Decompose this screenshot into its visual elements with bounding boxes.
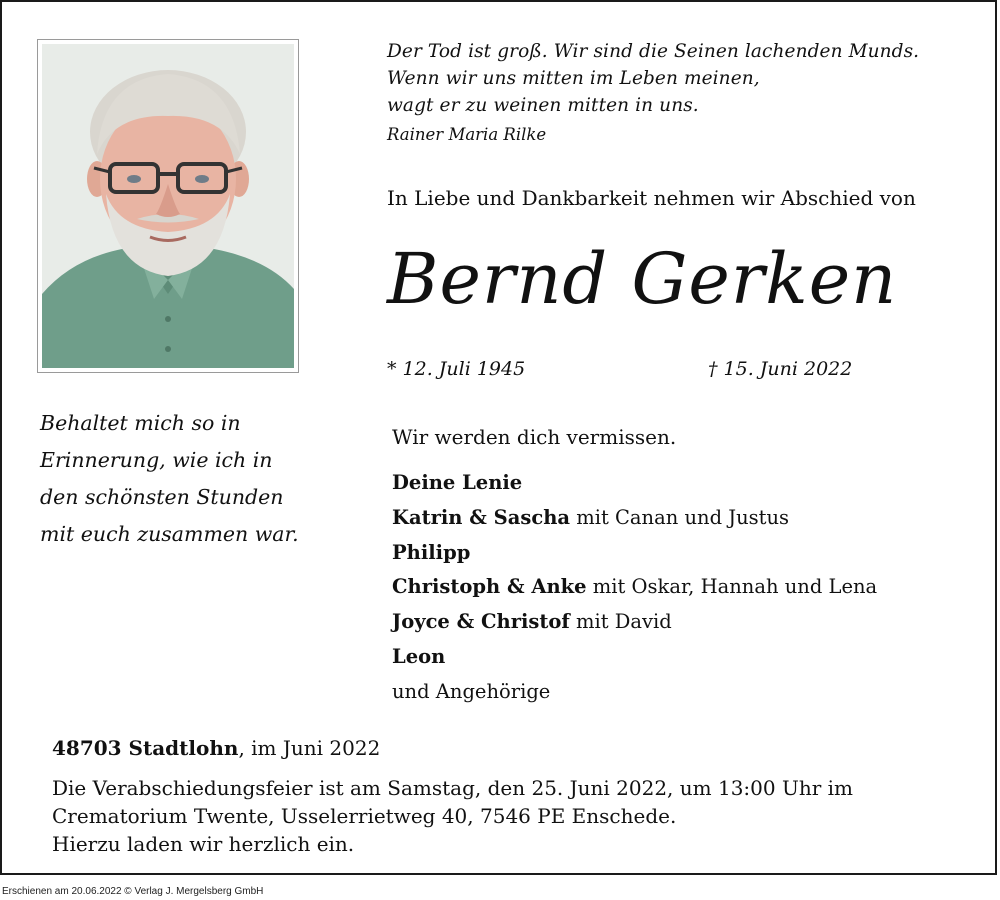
notice-date: , im Juni 2022 (238, 736, 381, 760)
portrait-image (42, 44, 294, 368)
mourner-companions: mit David (569, 610, 672, 634)
rilke-quote (387, 38, 987, 119)
mourner-name: Katrin & Sascha (392, 505, 571, 529)
mourner-name: Leon (392, 644, 446, 668)
mourner-companions: mit Oskar, Hannah und Lena (586, 575, 878, 599)
birth-date: * 12. Juli 1945 (387, 358, 526, 380)
portrait-photo (37, 39, 299, 373)
mourner-row (392, 640, 877, 675)
mourner-row (392, 466, 877, 501)
mourner-name: Philipp (392, 540, 471, 564)
mourner-relatives: und Angehörige (392, 679, 551, 703)
mourner-row (392, 675, 877, 710)
remembrance-line: den schönsten Stunden (40, 485, 284, 509)
ceremony-info (52, 774, 972, 858)
mourner-name: Joyce & Christof (392, 610, 570, 634)
remembrance-line: Behaltet mich so in (40, 411, 241, 435)
mourners-list (392, 466, 877, 710)
mourner-companions: mit Canan und Justus (570, 505, 790, 529)
remembrance-line: mit euch zusammen war. (40, 522, 299, 546)
publication-footer: Erschienen am 20.06.2022 © Verlag J. Mergelsberg GmbH (2, 886, 264, 897)
miss-you-text: Wir werden dich vermissen. (392, 425, 677, 449)
ceremony-line: Hierzu laden wir herzlich ein. (52, 832, 355, 856)
remembrance-line: Erinnerung, wie ich in (40, 448, 273, 472)
mourner-name: Deine Lenie (392, 471, 523, 494)
mourner-row (392, 570, 877, 605)
quote-line: Der Tod ist groß. Wir sind die Seinen lachenden Munds. (387, 41, 920, 62)
quote-line: wagt er zu weinen mitten in uns. (387, 95, 699, 116)
mourner-name: Christoph & Anke (392, 575, 587, 599)
remembrance-quote (40, 405, 340, 553)
farewell-intro: In Liebe und Dankbarkeit nehmen wir Abschied von (387, 186, 916, 210)
ceremony-line: Crematorium Twente, Usselerrietweg 40, 7546 PE Enschede. (52, 804, 677, 828)
place-and-date (52, 736, 380, 760)
mourner-row (392, 536, 877, 571)
ceremony-line: Die Verabschiedungsfeier ist am Samstag, den 25. Juni 2022, um 13:00 Uhr im (52, 776, 853, 800)
death-date: † 15. Juni 2022 (708, 358, 853, 380)
deceased-name: Bernd Gerken (387, 238, 898, 320)
city: 48703 Stadtlohn (52, 736, 239, 760)
mourner-row (392, 501, 877, 536)
quote-line: Wenn wir uns mitten im Leben meinen, (387, 68, 760, 89)
quote-author: Rainer Maria Rilke (387, 125, 547, 144)
mourner-row (392, 605, 877, 640)
